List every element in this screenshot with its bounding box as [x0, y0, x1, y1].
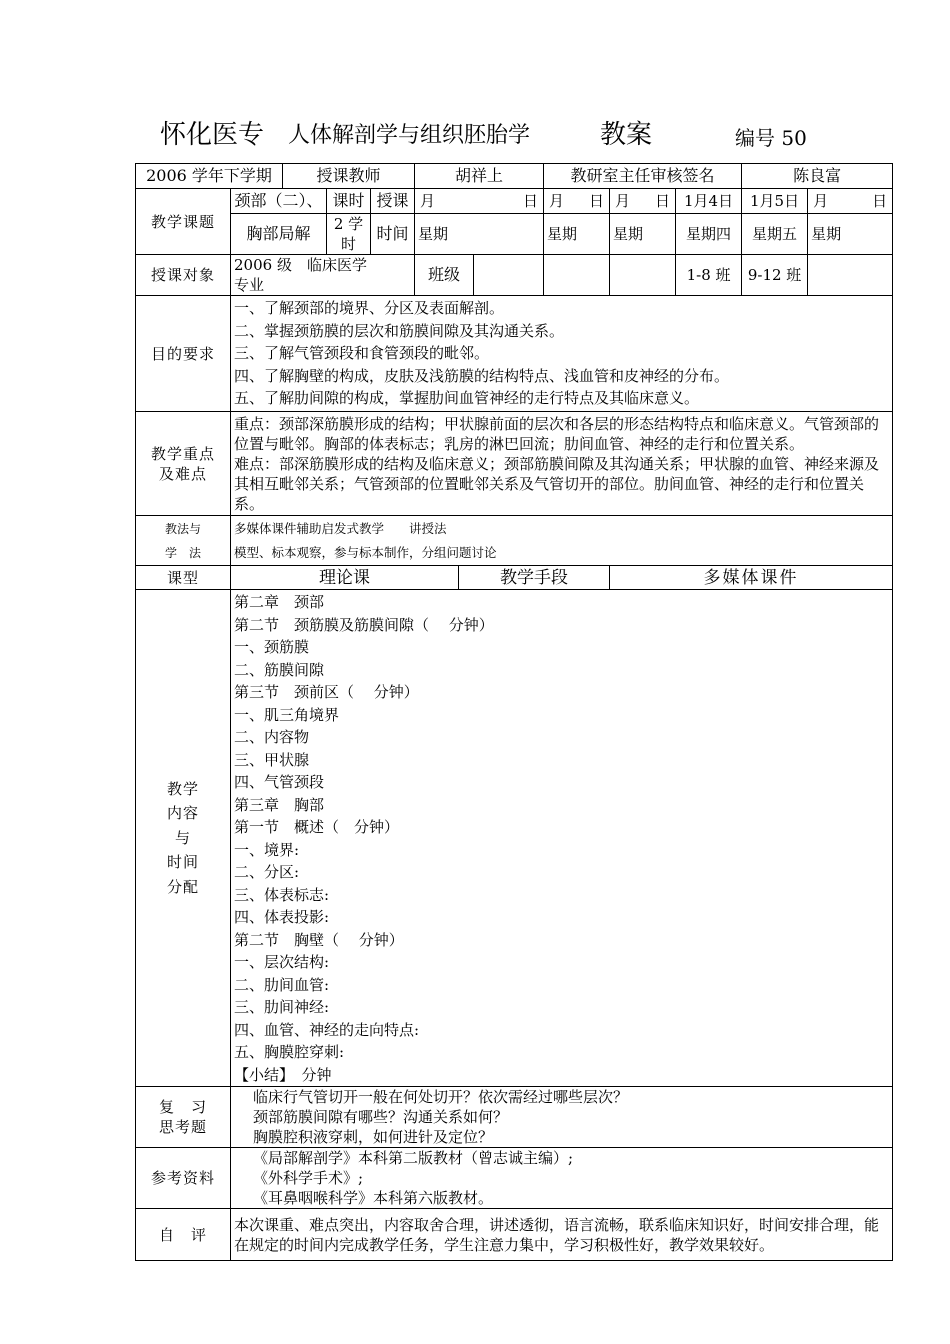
header-row	[136, 164, 893, 189]
weekday-1: 星期	[415, 214, 544, 255]
document-title	[160, 112, 860, 152]
hours-label: 课时	[327, 189, 371, 214]
objectives-row	[136, 296, 893, 412]
outline-line: 第三章 胸部	[234, 795, 325, 814]
key-points: 重点：颈部深筋膜形成的结构；甲状腺前面的层次和各层的形态结构特点和临床意义。气管颈部的位置与毗邻。胸部的体表标志；乳房的淋巴回流；肋间血管、神经的走行和位置关系。	[234, 414, 880, 453]
references-list	[231, 1148, 893, 1209]
date-2: 月 日	[544, 189, 610, 214]
outline-line: 第二节 胸壁（ 分钟）	[234, 930, 404, 949]
review-item: 胸膜腔积液穿刺，如何进针及定位？	[253, 1128, 494, 1146]
weekday-6: 星期	[808, 214, 893, 255]
review-row	[136, 1087, 893, 1148]
class-6	[808, 255, 893, 296]
key-points-label: 教学重点 及难点	[136, 412, 231, 516]
teacher-label: 授课教师	[283, 164, 415, 189]
key-points-row	[136, 412, 893, 516]
time-label-2: 时间	[371, 214, 415, 255]
content-row	[136, 590, 893, 1087]
reference-item: 《外科学手术》;	[253, 1169, 364, 1187]
content-label: 教学 内容 与 时间 分配	[136, 590, 231, 1087]
reference-item: 《耳鼻咽喉科学》本科第六版教材。	[253, 1189, 494, 1207]
date-6: 月 日	[808, 189, 893, 214]
difficulty-points: 难点：部深筋膜形成的结构及临床意义；颈部筋膜间隙及其沟通关系；甲状腺的血管、神经来源及其相互毗邻关系；气管颈部的位置毗邻关系及气管切开的部位。肋间血管、神经的走行和位置关系。	[234, 454, 880, 513]
methods-label: 教法与 学 法	[136, 516, 231, 566]
audience-value: 2006 级 临床医学 专业	[231, 255, 415, 296]
course-type-row	[136, 566, 893, 590]
review-item: 颈部筋膜间隙有哪些？沟通关系如何？	[253, 1108, 509, 1126]
outline-line: 二、内容物	[234, 728, 310, 746]
objectives-label: 目的要求	[136, 296, 231, 412]
objectives-list	[231, 296, 893, 412]
outline-line: 二、分区:	[234, 863, 300, 881]
reviewer-label: 教研室主任审核签名	[544, 164, 742, 189]
time-label-1: 授课	[371, 189, 415, 214]
methods-row	[136, 516, 893, 566]
self-eval-text: 本次课重、难点突出，内容取舍合理，讲述透彻，语言流畅，联系临床知识好，时间安排合理，能在规定的时间内完成教学任务，学生注意力集中，学习积极性好，教学效果较好。	[231, 1209, 893, 1261]
teacher-name: 胡祥上	[415, 164, 544, 189]
date-5: 1月5日	[742, 189, 808, 214]
methods-text: 多媒体课件辅助启发式教学 讲授法 模型、标本观察，参与标本制作，分组问题讨论	[231, 516, 893, 566]
outline-line: 三、甲状腺	[234, 750, 310, 769]
topic-row-2	[136, 214, 893, 255]
outline-line: 四、气管颈段	[234, 773, 325, 791]
audience-row	[136, 255, 893, 296]
outline-line: 【小结】 分钟	[234, 1065, 332, 1084]
references-row	[136, 1148, 893, 1209]
objective-item: 五、了解肋间隙的构成，掌握肋间血管神经的走行特点及其临床意义。	[234, 389, 700, 408]
course-type-label: 课型	[136, 566, 231, 590]
reference-item: 《局部解剖学》本科第二版教材（曾志诚主编）;	[253, 1149, 574, 1167]
lesson-plan-table	[135, 163, 893, 1261]
outline-line: 三、肋间神经:	[234, 998, 330, 1016]
class-5: 9-12 班	[742, 255, 808, 296]
outline-line: 二、肋间血管:	[234, 975, 330, 994]
topic-row-1	[136, 189, 893, 214]
topic-label: 教学课题	[136, 189, 231, 255]
objective-item: 三、了解气管颈段和食管颈段的毗邻。	[234, 344, 490, 363]
school-name: 怀化医专	[160, 120, 265, 150]
term: 2006 学年下学期	[136, 164, 283, 189]
outline-line: 一、肌三角境界	[234, 705, 340, 724]
date-4: 1月4日	[676, 189, 742, 214]
class-2	[544, 255, 610, 296]
outline-line: 四、体表投影:	[234, 908, 330, 926]
date-3: 月 日	[610, 189, 676, 214]
outline-line: 第二章 颈部	[234, 593, 325, 611]
date-1: 月 日	[415, 189, 544, 214]
references-label: 参考资料	[136, 1148, 231, 1209]
class-4: 1-8 班	[676, 255, 742, 296]
objective-item: 一、了解颈部的境界、分区及表面解剖。	[234, 299, 505, 318]
means-label: 教学手段	[459, 566, 610, 590]
doc-type: 教案	[600, 120, 653, 150]
content-outline	[231, 590, 893, 1087]
outline-line: 一、颈筋膜	[234, 638, 310, 656]
audience-label: 授课对象	[136, 255, 231, 296]
outline-line: 一、层次结构:	[234, 953, 330, 971]
hours-value: 2 学时	[327, 214, 371, 255]
topic-line-1: 颈部（二）、	[231, 189, 327, 214]
outline-line: 第二节 颈筋膜及筋膜间隙（ 分钟）	[234, 615, 494, 634]
weekday-3: 星期	[610, 214, 676, 255]
self-eval-label: 自 评	[136, 1209, 231, 1261]
reviewer-name: 陈良富	[742, 164, 893, 189]
review-item: 临床行气管切开一般在何处切开？依次需经过哪些层次？	[253, 1088, 629, 1106]
objective-item: 四、了解胸壁的构成，皮肤及浅筋膜的结构特点、浅血管和皮神经的分布。	[234, 366, 730, 385]
course-type-value: 理论课	[231, 566, 459, 590]
serial-number: 编号 50	[735, 126, 807, 150]
class-label: 班级	[415, 255, 474, 296]
course-name: 人体解剖学与组织胚胎学	[288, 123, 531, 148]
outline-line: 第三节 颈前区（ 分钟）	[234, 683, 419, 701]
key-points-text	[231, 412, 893, 516]
weekday-5: 星期五	[742, 214, 808, 255]
review-label: 复 习 思考题	[136, 1087, 231, 1148]
outline-line: 四、血管、神经的走向特点:	[234, 1020, 420, 1039]
weekday-2: 星期	[544, 214, 610, 255]
means-value: 多媒体课件	[610, 566, 893, 590]
weekday-4: 星期四	[676, 214, 742, 255]
outline-line: 三、体表标志:	[234, 885, 330, 904]
outline-line: 二、筋膜间隙	[234, 660, 325, 679]
outline-line: 第一节 概述（ 分钟）	[234, 818, 400, 836]
objective-item: 二、掌握颈筋膜的层次和筋膜间隙及其沟通关系。	[234, 321, 565, 340]
self-eval-row	[136, 1209, 893, 1261]
class-1	[474, 255, 544, 296]
outline-line: 五、胸膜腔穿刺:	[234, 1043, 345, 1061]
class-3	[610, 255, 676, 296]
topic-line-2: 胸部局解	[231, 214, 327, 255]
outline-line: 一、境界:	[234, 840, 300, 859]
review-questions	[231, 1087, 893, 1148]
